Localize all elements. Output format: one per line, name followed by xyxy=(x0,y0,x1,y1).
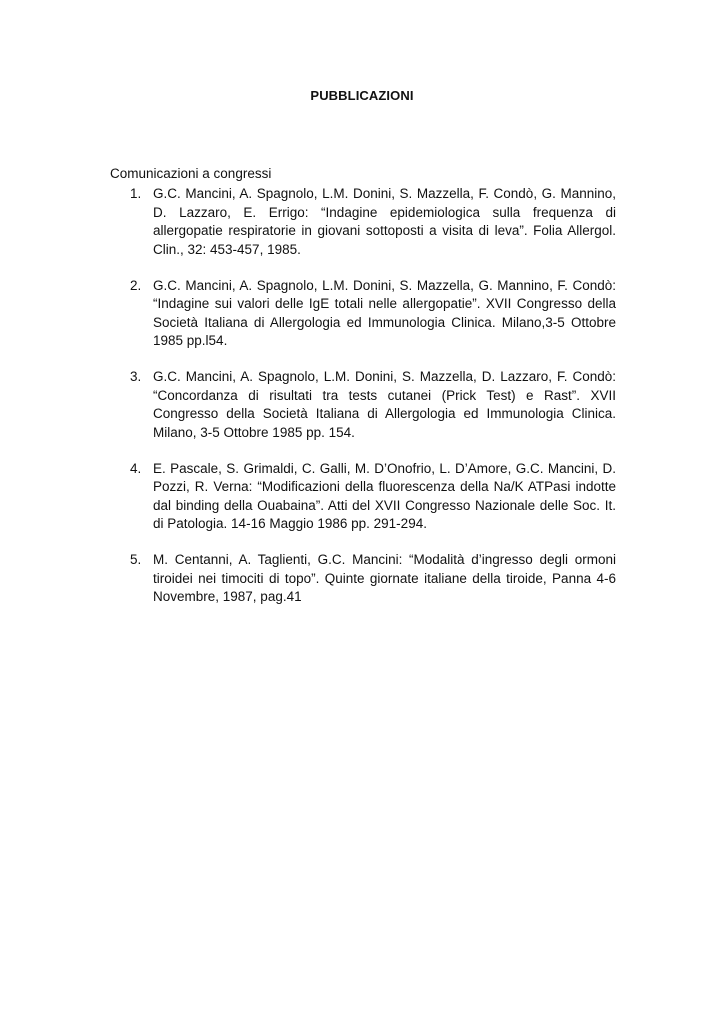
publication-text: E. Pascale, S. Grimaldi, C. Galli, M. D’Onofrio, L. D’Amore, G.C. Mancini, D. Pozzi, R. Verna: “Modificazioni della fluorescenza della Na/K ATPasi indotte dal binding della Ouabaina”. Atti del XVII Congresso Nazionale delle Soc. It. di Patologia. 14-16 Maggio 1986 pp. 291-294. xyxy=(153,460,616,531)
publication-text: G.C. Mancini, A. Spagnolo, L.M. Donini, S. Mazzella, F. Condò, G. Mannino, D. Lazzaro, E. Errigo: “Indagine epidemiologica sulla frequenza di allergopatie respiratorie in giovani sottoposti a visita di leva”. Folia Allergol. Clin., 32: 453-457, 1985. xyxy=(153,186,616,257)
page-title: PUBBLICAZIONI xyxy=(310,88,414,103)
publication-number: 4. xyxy=(130,460,142,476)
publication-item-4 xyxy=(110,460,616,534)
publication-text: M. Centanni, A. Taglienti, G.C. Mancini: “Modalità d’ingresso degli ormoni tiroidei nei timociti di topo”. Quinte giornate italiane della tiroide, Panna 4-6 Novembre, 1987, pag.41 xyxy=(153,552,616,604)
publication-number: 3. xyxy=(130,369,142,384)
publication-number: 2. xyxy=(130,277,142,293)
publication-item-5 xyxy=(110,551,616,607)
publication-item-3 xyxy=(110,368,616,442)
publication-number: 1. xyxy=(130,186,142,201)
publication-text: G.C. Mancini, A. Spagnolo, L.M. Donini, S. Mazzella, D. Lazzaro, F. Condò: “Concordanza di risultati tra tests cutanei (Prick Test) e Rast”. XVII Congresso della Società Italiana di Allergologia ed Immunologia Clinica. Milano, 3-5 Ottobre 1985 pp. 154. xyxy=(153,369,616,440)
publication-item-1 xyxy=(110,185,616,259)
publication-item-2 xyxy=(110,277,616,351)
publication-number: 5. xyxy=(130,552,142,567)
publication-text: G.C. Mancini, A. Spagnolo, L.M. Donini, S. Mazzella, G. Mannino, F. Condò: “Indagine sui valori delle IgE totali nelle allergopatie”. XVII Congresso della Società Italiana di Allergologia ed Immunologia Clinica. Milano,3-5 Ottobre 1985 pp.l54. xyxy=(153,277,616,348)
publication-list xyxy=(110,185,616,624)
section-heading: Comunicazioni a congressi xyxy=(110,166,272,181)
